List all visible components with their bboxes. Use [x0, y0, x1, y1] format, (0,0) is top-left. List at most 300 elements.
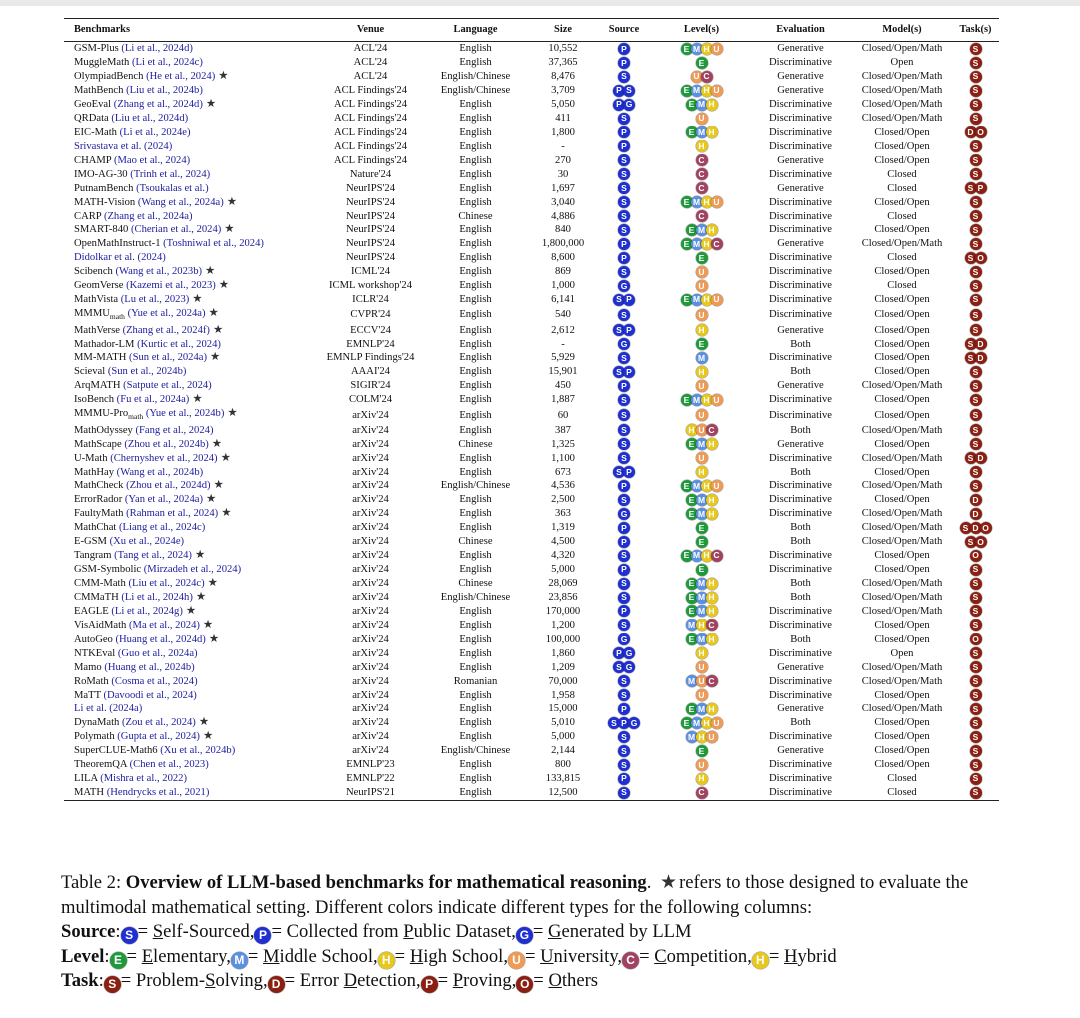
elementary-level-icon: E — [696, 57, 708, 69]
models-cell — [852, 479, 952, 493]
venue-text: NeurIPS'21 — [346, 787, 395, 799]
size-cell — [532, 209, 594, 223]
size-text: 5,050 — [551, 99, 575, 111]
multimodal-star-icon: ★ — [221, 507, 232, 520]
task-badges — [970, 196, 982, 208]
table-row — [64, 56, 999, 70]
level-badges — [691, 71, 713, 83]
col-header-evaluation: Evaluation — [776, 24, 825, 36]
models-text: Closed — [887, 280, 917, 292]
task-badges — [970, 675, 982, 687]
models-text: Closed — [887, 773, 917, 785]
table-row — [64, 42, 999, 56]
source-cell — [594, 407, 654, 424]
benchmark-cell — [64, 407, 322, 424]
language-cell — [419, 479, 532, 493]
middle-school-level-icon: M — [691, 196, 703, 208]
language-cell — [419, 126, 532, 140]
table-row — [64, 563, 999, 577]
benchmark-cell — [64, 758, 322, 772]
venue-cell — [322, 591, 419, 605]
error-detection-task-icon: D — [975, 338, 987, 350]
models-cell — [852, 167, 952, 181]
task-legend-label: Task — [61, 970, 99, 992]
language-text: English — [459, 550, 492, 562]
self-sourced-source-icon: S — [618, 787, 630, 799]
legend-text: etection — [357, 970, 416, 992]
venue-text: ACL Findings'24 — [333, 112, 408, 124]
tasks-cell — [952, 521, 999, 535]
source-badges — [618, 352, 630, 364]
language-text: English/Chinese — [440, 480, 511, 492]
level-badges — [686, 605, 718, 617]
task-badges — [970, 564, 982, 576]
problem-solving-task-icon: S — [970, 380, 982, 392]
self-sourced-source-icon: S — [618, 182, 630, 194]
evaluation-text: Discriminative — [769, 452, 832, 464]
benchmark-cell — [64, 479, 322, 493]
table-row — [64, 633, 999, 647]
level-badges — [696, 168, 708, 180]
table-row — [64, 744, 999, 758]
size-text: 2,500 — [551, 494, 575, 506]
benchmark-citation: (Tsoukalas et al.) — [136, 182, 209, 194]
tasks-cell — [952, 84, 999, 98]
benchmark-cell — [64, 577, 322, 591]
benchmark-cell — [64, 493, 322, 507]
models-text: Closed/Open — [874, 394, 930, 406]
generated-by-llm-source-icon: G — [618, 338, 630, 350]
evaluation-cell — [749, 619, 852, 633]
legend-text: ybrid — [797, 945, 837, 967]
evaluation-text: Both — [790, 536, 811, 548]
benchmark-citation: (Li et al., 2024d) — [121, 43, 193, 55]
source-cell — [594, 56, 654, 70]
benchmark-citation: (Davoodi et al., 2024) — [103, 689, 197, 701]
task-badges — [970, 689, 982, 701]
size-cell — [532, 154, 594, 168]
levels-cell — [654, 351, 749, 365]
levels-cell — [654, 521, 749, 535]
language-cell — [419, 279, 532, 293]
benchmark-cell — [64, 549, 322, 563]
evaluation-text: Discriminative — [769, 605, 832, 617]
levels-cell — [654, 379, 749, 393]
public-dataset-source-icon: P — [618, 126, 630, 138]
task-badges — [970, 731, 982, 743]
benchmark-name: MATH-Vision — [74, 196, 136, 208]
language-cell — [419, 195, 532, 209]
benchmark-citation: (Ma et al., 2024) — [129, 619, 200, 631]
multimodal-star-icon: ★ — [205, 265, 216, 278]
size-text: 70,000 — [548, 675, 578, 687]
venue-text: arXiv'24 — [352, 578, 389, 590]
university-level-icon: U — [696, 266, 708, 278]
elementary-level-icon: E — [696, 522, 708, 534]
multimodal-star-icon: ★ — [198, 716, 210, 729]
source-cell — [594, 337, 654, 351]
size-text: 387 — [555, 424, 571, 436]
public-dataset-source-icon: P — [623, 324, 635, 336]
tasks-cell — [952, 195, 999, 209]
task-badges — [970, 508, 982, 520]
level-badges — [681, 294, 723, 306]
multimodal-star-icon: ★ — [192, 393, 203, 406]
language-text: English — [459, 452, 492, 464]
size-cell — [532, 223, 594, 237]
multimodal-star-icon: ★ — [218, 70, 229, 83]
evaluation-cell — [749, 507, 852, 521]
tasks-cell — [952, 758, 999, 772]
task-badges — [970, 324, 982, 336]
self-sourced-source-icon: S — [618, 438, 630, 450]
venue-cell — [322, 126, 419, 140]
high-school-level-icon: H — [752, 952, 769, 969]
venue-text: NeurIPS'24 — [346, 252, 395, 264]
legend-initial: U — [540, 945, 554, 967]
language-text: Chinese — [458, 536, 493, 548]
evaluation-text: Discriminative — [769, 112, 832, 124]
generated-by-llm-source-icon: G — [623, 661, 635, 673]
task-badges — [970, 43, 982, 55]
high-school-level-icon: H — [706, 126, 718, 138]
size-text: - — [561, 338, 565, 350]
level-badges — [686, 438, 718, 450]
table-row — [64, 154, 999, 168]
models-text: Open — [890, 57, 914, 69]
levels-cell — [654, 619, 749, 633]
level-badges — [696, 210, 708, 222]
models-cell — [852, 465, 952, 479]
level-badges — [696, 787, 708, 799]
language-cell — [419, 465, 532, 479]
table-row — [64, 393, 999, 407]
task-badges — [970, 424, 982, 436]
tasks-cell — [952, 140, 999, 154]
middle-school-level-icon: M — [696, 438, 708, 450]
benchmark-citation: (Toshniwal et al., 2024) — [163, 238, 264, 250]
venue-text: ACL Findings'24 — [333, 99, 408, 111]
language-cell — [419, 605, 532, 619]
models-cell — [852, 42, 952, 56]
level-badges — [696, 522, 708, 534]
benchmark-name: MaTT — [74, 689, 101, 701]
benchmark-cell — [64, 563, 322, 577]
evaluation-text: Generative — [777, 182, 824, 194]
venue-cell — [322, 265, 419, 279]
benchmark-citation: Li et al. (2024a) — [74, 703, 143, 715]
high-school-level-icon: H — [696, 647, 708, 659]
source-badges — [618, 452, 630, 464]
models-text: Closed/Open/Math — [861, 578, 943, 590]
legend-text: elf-Sourced — [163, 921, 250, 943]
tasks-cell — [952, 465, 999, 479]
source-badges — [618, 424, 630, 436]
venue-cell — [322, 688, 419, 702]
tasks-cell — [952, 660, 999, 674]
self-sourced-source-icon: S — [618, 196, 630, 208]
levels-cell — [654, 365, 749, 379]
size-cell — [532, 265, 594, 279]
language-cell — [419, 167, 532, 181]
benchmark-citation: (Cosma et al., 2024) — [111, 675, 198, 687]
task-badges — [970, 480, 982, 492]
table-row — [64, 407, 999, 424]
evaluation-cell — [749, 577, 852, 591]
size-text: 1,800 — [551, 126, 575, 138]
legend-initial: S — [152, 921, 164, 943]
table-row — [64, 112, 999, 126]
problem-solving-task-icon: S — [970, 605, 982, 617]
tasks-cell — [952, 437, 999, 451]
source-badges — [618, 380, 630, 392]
evaluation-text: Generative — [777, 661, 824, 673]
benchmark-name: EAGLE — [74, 605, 109, 617]
level-badges — [686, 619, 718, 631]
task-badges — [965, 352, 987, 364]
problem-solving-task-icon: S — [970, 787, 982, 799]
task-badges — [970, 550, 982, 562]
high-school-level-icon: H — [701, 480, 713, 492]
legend-initial: D — [343, 970, 358, 992]
elementary-level-icon: E — [681, 717, 693, 729]
venue-text: arXiv'24 — [352, 731, 389, 743]
table-row — [64, 758, 999, 772]
legend-initial: G — [548, 921, 562, 943]
benchmark-name: DynaMath — [74, 717, 120, 729]
size-cell — [532, 84, 594, 98]
benchmark-cell — [64, 786, 322, 800]
table-row — [64, 323, 999, 337]
models-text: Open — [890, 647, 914, 659]
venue-cell — [322, 365, 419, 379]
models-cell — [852, 633, 952, 647]
high-school-level-icon: H — [696, 773, 708, 785]
task-badges — [970, 787, 982, 799]
size-cell — [532, 293, 594, 307]
others-task-icon: O — [975, 536, 987, 548]
elementary-level-icon: E — [696, 252, 708, 264]
levels-cell — [654, 237, 749, 251]
top-band — [0, 0, 1080, 6]
size-cell — [532, 730, 594, 744]
models-text: Closed/Open/Math — [861, 675, 943, 687]
evaluation-cell — [749, 209, 852, 223]
benchmark-cell — [64, 126, 322, 140]
benchmark-name: AutoGeo — [74, 633, 113, 645]
language-cell — [419, 451, 532, 465]
levels-cell — [654, 98, 749, 112]
col-header-tasks: Task(s) — [959, 24, 992, 36]
source-badges — [618, 536, 630, 548]
col-header-models: Model(s) — [882, 24, 922, 36]
venue-cell — [322, 423, 419, 437]
size-text: 450 — [555, 380, 571, 392]
tasks-cell — [952, 493, 999, 507]
language-text: English — [459, 508, 492, 520]
evaluation-cell — [749, 393, 852, 407]
high-school-level-icon: H — [696, 466, 708, 478]
multimodal-star-icon: ★ — [226, 195, 238, 208]
evaluation-cell — [749, 154, 852, 168]
benchmark-citation: (Wang et al., 2024b) — [116, 466, 204, 478]
venue-text: ACL'24 — [353, 57, 388, 69]
benchmark-cell — [64, 337, 322, 351]
benchmark-citation: (Huang et al., 2024b) — [104, 661, 195, 673]
benchmark-cell — [64, 195, 322, 209]
language-cell — [419, 56, 532, 70]
size-cell — [532, 744, 594, 758]
language-text: English — [459, 338, 492, 350]
language-cell — [419, 744, 532, 758]
venue-cell — [322, 758, 419, 772]
size-cell — [532, 465, 594, 479]
elementary-level-icon: E — [696, 536, 708, 548]
elementary-level-icon: E — [686, 578, 698, 590]
problem-solving-task-icon: S — [970, 409, 982, 421]
tasks-cell — [952, 451, 999, 465]
level-badges — [696, 280, 708, 292]
language-text: English — [459, 352, 492, 364]
problem-solving-task-icon: S — [970, 366, 982, 378]
evaluation-cell — [749, 674, 852, 688]
language-cell — [419, 393, 532, 407]
evaluation-cell — [749, 70, 852, 84]
competition-level-icon: C — [696, 154, 708, 166]
benchmark-cell — [64, 465, 322, 479]
source-cell — [594, 521, 654, 535]
venue-text: EMNLP'23 — [346, 759, 395, 771]
models-cell — [852, 154, 952, 168]
high-school-level-icon: H — [701, 85, 713, 97]
level-badges — [696, 661, 708, 673]
language-text: English — [459, 494, 492, 506]
level-badges — [696, 689, 708, 701]
size-cell — [532, 605, 594, 619]
middle-school-level-icon: M — [696, 605, 708, 617]
problem-solving-task-icon: S — [104, 976, 121, 993]
level-badges — [696, 252, 708, 264]
language-cell — [419, 674, 532, 688]
benchmark-name: RoMath — [74, 675, 109, 687]
language-text: English — [459, 43, 492, 55]
levels-cell — [654, 535, 749, 549]
venue-cell — [322, 577, 419, 591]
venue-text: CVPR'24 — [350, 309, 391, 321]
tasks-cell — [952, 167, 999, 181]
problem-solving-task-icon: S — [970, 294, 982, 306]
levels-cell — [654, 591, 749, 605]
middle-school-level-icon: M — [696, 224, 708, 236]
venue-text: NeurIPS'24 — [346, 182, 395, 194]
language-text: English — [459, 196, 492, 208]
size-text: 1,100 — [551, 452, 575, 464]
multimodal-star-icon: ★ — [227, 406, 238, 419]
models-text: Closed/Open — [874, 224, 930, 236]
middle-school-level-icon: M — [696, 592, 708, 604]
language-cell — [419, 660, 532, 674]
elementary-level-icon: E — [686, 224, 698, 236]
source-cell — [594, 688, 654, 702]
size-cell — [532, 702, 594, 716]
task-badges — [970, 224, 982, 236]
problem-solving-task-icon: S — [970, 71, 982, 83]
benchmark-name: IMO-AG-30 — [74, 168, 128, 180]
source-cell — [594, 323, 654, 337]
language-text: English — [459, 731, 492, 743]
level-badges — [686, 703, 718, 715]
tasks-cell — [952, 337, 999, 351]
venue-cell — [322, 251, 419, 265]
source-cell — [594, 84, 654, 98]
problem-solving-task-icon: S — [970, 731, 982, 743]
problem-solving-task-icon: S — [960, 522, 972, 534]
language-cell — [419, 688, 532, 702]
source-cell — [594, 758, 654, 772]
benchmark-citation: (Zhang et al., 2024a) — [103, 210, 193, 222]
source-badges — [613, 366, 635, 378]
levels-cell — [654, 251, 749, 265]
evaluation-cell — [749, 98, 852, 112]
task-badges — [970, 113, 982, 125]
size-cell — [532, 437, 594, 451]
legend-initial: P — [452, 970, 464, 992]
benchmark-cell — [64, 772, 322, 786]
benchmark-citation: (Gupta et al., 2024) — [117, 731, 200, 743]
benchmark-cell — [64, 251, 322, 265]
levels-cell — [654, 605, 749, 619]
models-text: Closed — [887, 182, 917, 194]
public-dataset-source-icon: P — [618, 522, 630, 534]
problem-solving-task-icon: S — [970, 480, 982, 492]
venue-text: arXiv'24 — [352, 536, 389, 548]
table-row — [64, 307, 999, 324]
others-task-icon: O — [970, 550, 982, 562]
size-text: 1,319 — [551, 522, 575, 534]
middle-school-level-icon: M — [686, 619, 698, 631]
university-level-icon: U — [711, 480, 723, 492]
evaluation-text: Discriminative — [769, 550, 832, 562]
models-text: Closed/Open/Math — [861, 424, 943, 436]
levels-cell — [654, 323, 749, 337]
benchmark-cell — [64, 591, 322, 605]
models-cell — [852, 323, 952, 337]
venue-cell — [322, 223, 419, 237]
evaluation-text: Both — [790, 338, 811, 350]
middle-school-level-icon: M — [691, 717, 703, 729]
venue-text: EMNLP'22 — [346, 773, 395, 785]
tasks-cell — [952, 237, 999, 251]
level-badges — [696, 366, 708, 378]
problem-solving-task-icon: S — [970, 745, 982, 757]
source-cell — [594, 702, 654, 716]
levels-cell — [654, 730, 749, 744]
source-badges — [618, 578, 630, 590]
tasks-cell — [952, 577, 999, 591]
problem-solving-task-icon: S — [965, 452, 977, 464]
benchmark-citation: (Zhou et al., 2024d) — [126, 480, 211, 492]
language-cell — [419, 181, 532, 195]
benchmark-name: GSM-Plus — [74, 43, 119, 55]
language-text: English — [459, 57, 492, 69]
models-text: Closed/Open — [874, 294, 930, 306]
levels-cell — [654, 716, 749, 730]
level-badges — [686, 731, 718, 743]
legend-initial: S — [205, 970, 216, 992]
evaluation-cell — [749, 112, 852, 126]
venue-text: COLM'24 — [348, 394, 393, 406]
evaluation-text: Discriminative — [769, 759, 832, 771]
